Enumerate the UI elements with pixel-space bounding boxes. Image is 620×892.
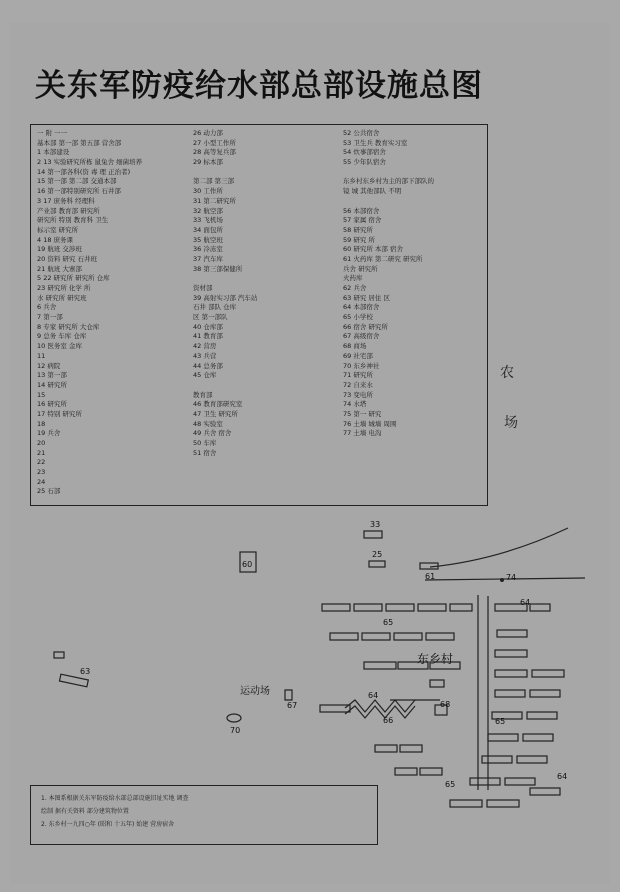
legend-entry: 53 卫生兵 教育实习室 <box>343 138 408 147</box>
legend-entry: 8 专家 研究所 大仓库 <box>37 322 100 331</box>
legend-entry: 13 第一部 <box>37 371 67 380</box>
num-74: 74 <box>506 573 517 582</box>
num-65c: 65 <box>445 780 456 789</box>
legend-entry: 69 社宅部 <box>343 351 373 360</box>
num-68: 68 <box>440 700 451 709</box>
legend-entry: 教育部 <box>193 390 213 399</box>
legend-entry: 16 第一部特别研究所 石井部 <box>37 187 121 196</box>
legend-entry: 14 第一部各科(资 毒 理 正治者) <box>37 167 131 176</box>
num-64c: 64 <box>557 772 568 781</box>
legend-entry: 56 本部宿舍 <box>343 206 380 215</box>
legend-entry: 76 土墙 城墙 周围 <box>343 419 397 428</box>
marker-74 <box>500 578 504 582</box>
building-63b <box>54 652 64 658</box>
legend-entry: 水 研究所 研究班 <box>37 293 87 302</box>
legend-entry: 77 土墙 电沟 <box>343 429 382 438</box>
legend-entry: 46 教育部研究室 <box>193 400 243 409</box>
legend-entry: 67 高级宿舍 <box>343 332 380 341</box>
legend-entry: 74 水塔 <box>343 400 367 409</box>
legend-entry: 48 实验室 <box>193 419 223 428</box>
legend-entry: 14 研究所 <box>37 380 67 389</box>
legend-entry: 31 第二研究所 <box>193 196 236 205</box>
legend-entry: 38 第三部保健所 <box>193 264 243 273</box>
legend-entry: 52 公共宿舍 <box>343 129 380 137</box>
num-64b: 64 <box>368 691 379 700</box>
legend-entry: 23 研究所 化学 所 <box>37 284 91 292</box>
legend-entry: 20 <box>37 439 46 447</box>
legend-entry: 32 航空部 <box>193 206 223 215</box>
legend-entry: 区 第一部队 <box>193 313 228 322</box>
legend-entry: 17 特别 研究所 <box>37 409 82 418</box>
legend-entry: 68 商场 <box>343 342 367 351</box>
legend-entry: 30 工作所 <box>193 187 223 196</box>
legend-entry: 55 少年队宿舍 <box>343 158 386 167</box>
num-60: 60 <box>242 560 253 569</box>
legend-entry: 20 资料 研究 石井班 <box>37 254 97 263</box>
legend-entry: 东乡村东乡村为主的部下部队的 <box>343 177 434 186</box>
legend-entry: 73 变电所 <box>343 390 373 399</box>
num-64a: 64 <box>520 598 531 607</box>
legend-entry: 63 研究 居住 区 <box>343 293 390 302</box>
num-67: 67 <box>287 701 298 710</box>
legend-entry: 9 总务 车库 仓库 <box>37 332 87 341</box>
legend-entry: 41 教育部 <box>193 332 223 341</box>
legend-entry: 16 研究所 <box>37 400 67 409</box>
legend-entry: 40 仓库部 <box>193 322 223 331</box>
num-66: 66 <box>383 716 394 725</box>
farm-label-2: 场 <box>504 415 518 431</box>
legend-entry: 70 东乡神社 <box>343 361 380 370</box>
legend-entry: 61 火药库 第二研究 研究所 <box>343 254 423 263</box>
num-33: 33 <box>370 520 381 529</box>
legend-entry: 10 医务室 金库 <box>37 342 82 351</box>
legend-entry: 一 附 一一 <box>37 129 68 137</box>
num-65a: 65 <box>383 618 394 627</box>
legend-entry: 12 病院 <box>37 361 61 370</box>
footnote-line: 绘制 据有关资料 部分建筑物位置 <box>41 808 129 815</box>
num-25: 25 <box>372 550 383 559</box>
legend-entry: 47 卫生 研究所 <box>193 409 238 418</box>
footnote-box <box>30 785 378 845</box>
legend-entry: 6 兵舍 <box>37 303 57 312</box>
legend-entry: 45 仓库 <box>193 371 217 380</box>
legend-entry: 62 兵舍 <box>343 284 367 292</box>
legend-entry: 28 高等复兵部 <box>193 148 236 157</box>
legend-entry: 54 炊事部宿舍 <box>343 148 386 157</box>
legend-entry: 第二部 第三部 <box>193 177 235 186</box>
legend-entry: 21 <box>37 448 46 457</box>
legend-entry: 58 研究所 <box>343 225 373 234</box>
legend-entry: 18 <box>37 419 46 428</box>
footnote-line: 1. 本图系根据关东军防疫给水部总部设施旧址实地 调查 <box>41 795 189 802</box>
legend-entry: 44 总务部 <box>193 361 223 370</box>
legend-entry: 27 小型工作所 <box>193 138 236 147</box>
legend-entry: 产业部 教育部 研究所 <box>37 206 100 215</box>
legend-entry: 37 汽车库 <box>193 254 223 263</box>
building-67 <box>285 690 292 700</box>
legend-entry: 5 22 研究所 研究所 仓库 <box>37 274 110 283</box>
building-25 <box>369 561 385 567</box>
legend-entry: 29 标本部 <box>193 158 223 167</box>
legend-entry: 34 面包所 <box>193 225 223 234</box>
legend-entry: 11 <box>37 351 46 360</box>
footnote-line: 2. 东乡村一九四○年 (昭和 十五年) 始建 营房宿舍 <box>41 821 175 828</box>
legend-entry: 15 第一部 第二部 交通本部 <box>37 177 117 186</box>
legend-entry: 36 冷冻室 <box>193 245 223 254</box>
map-title: 关东军防疫给水部总部设施总图 <box>35 68 483 104</box>
legend-entry: 研究所 特別 教育科 卫生 <box>37 216 109 225</box>
legend-entry: 标示室 研究所 <box>37 225 79 234</box>
road-east <box>425 578 585 580</box>
road-north <box>430 528 568 567</box>
legend-entry: 71 研究所 <box>343 371 373 380</box>
legend-entry: 19 航班 交涉班 <box>37 245 82 254</box>
legend-entry: 镜 城 其他部队 不明 <box>343 187 402 196</box>
legend-entry: 25 石部 <box>37 487 61 496</box>
legend-entry: 2 13 实验研究所栋 鼠兔舍 细菌培养 <box>37 158 143 167</box>
legend-entry: 21 航班 大寨部 <box>37 264 82 273</box>
legend-entry: 1 本部建设 <box>37 148 70 157</box>
legend-entry: 19 兵舍 <box>37 429 61 438</box>
legend-entry: 兵舍 研究所 <box>343 264 378 273</box>
legend-entry: 60 研究所 本部 宿舍 <box>343 245 403 254</box>
num-65b: 65 <box>495 717 506 726</box>
legend-entry: 3 17 庶务科 经理科 <box>37 196 95 205</box>
building-33 <box>364 531 382 538</box>
legend-entry: 39 高射实习部 汽车站 <box>193 293 258 302</box>
legend-entry: 资材部 <box>193 284 213 292</box>
legend-entry: 49 兵舍 宿舍 <box>193 429 232 438</box>
num-70: 70 <box>230 726 241 735</box>
legend-entry: 15 <box>37 390 46 399</box>
legend-entry: 66 宿舍 研究所 <box>343 322 388 331</box>
barracks-left <box>320 604 472 775</box>
legend-entry: 石井 部队 仓库 <box>193 303 237 312</box>
sports-ground-label: 运动场 <box>240 686 270 697</box>
num-63: 63 <box>80 667 91 676</box>
legend-entry: 50 车库 <box>193 439 217 447</box>
legend-entry: 基本部 第一部 第五部 营舍部 <box>37 138 122 147</box>
legend-entry: 26 动力部 <box>193 129 223 137</box>
legend-entry: 33 飞机场 <box>193 216 223 225</box>
legend-entry: 7 第一部 <box>37 313 63 322</box>
legend-entry: 24 <box>37 477 46 486</box>
legend-entry: 火药库 <box>343 274 363 283</box>
legend-entry: 64 本部宿舍 <box>343 303 380 312</box>
legend-entry: 22 <box>37 458 46 467</box>
building-70 <box>227 714 241 722</box>
num-61: 61 <box>425 572 436 581</box>
legend-entry: 23 <box>37 468 46 477</box>
farm-label-1: 农 <box>500 365 514 381</box>
legend-entry: 35 航空班 <box>193 235 223 244</box>
legend-entry: 59 研究 所 <box>343 235 375 244</box>
legend-entry: 43 兵营 <box>193 351 217 360</box>
legend-entry: 57 家属 宿舍 <box>343 216 382 225</box>
legend-entry: 65 小学校 <box>343 313 373 322</box>
legend-entry: 51 宿舍 <box>193 448 217 457</box>
building-63 <box>59 674 88 687</box>
legend-entry: 42 营房 <box>193 342 217 351</box>
village-label: 东乡村 <box>417 652 454 666</box>
barracks-right <box>450 604 564 807</box>
legend-entry: 72 自来水 <box>343 380 373 389</box>
legend-entry: 4 18 庶务课 <box>37 235 74 244</box>
legend-entry: 75 第一 研究 <box>343 409 382 418</box>
